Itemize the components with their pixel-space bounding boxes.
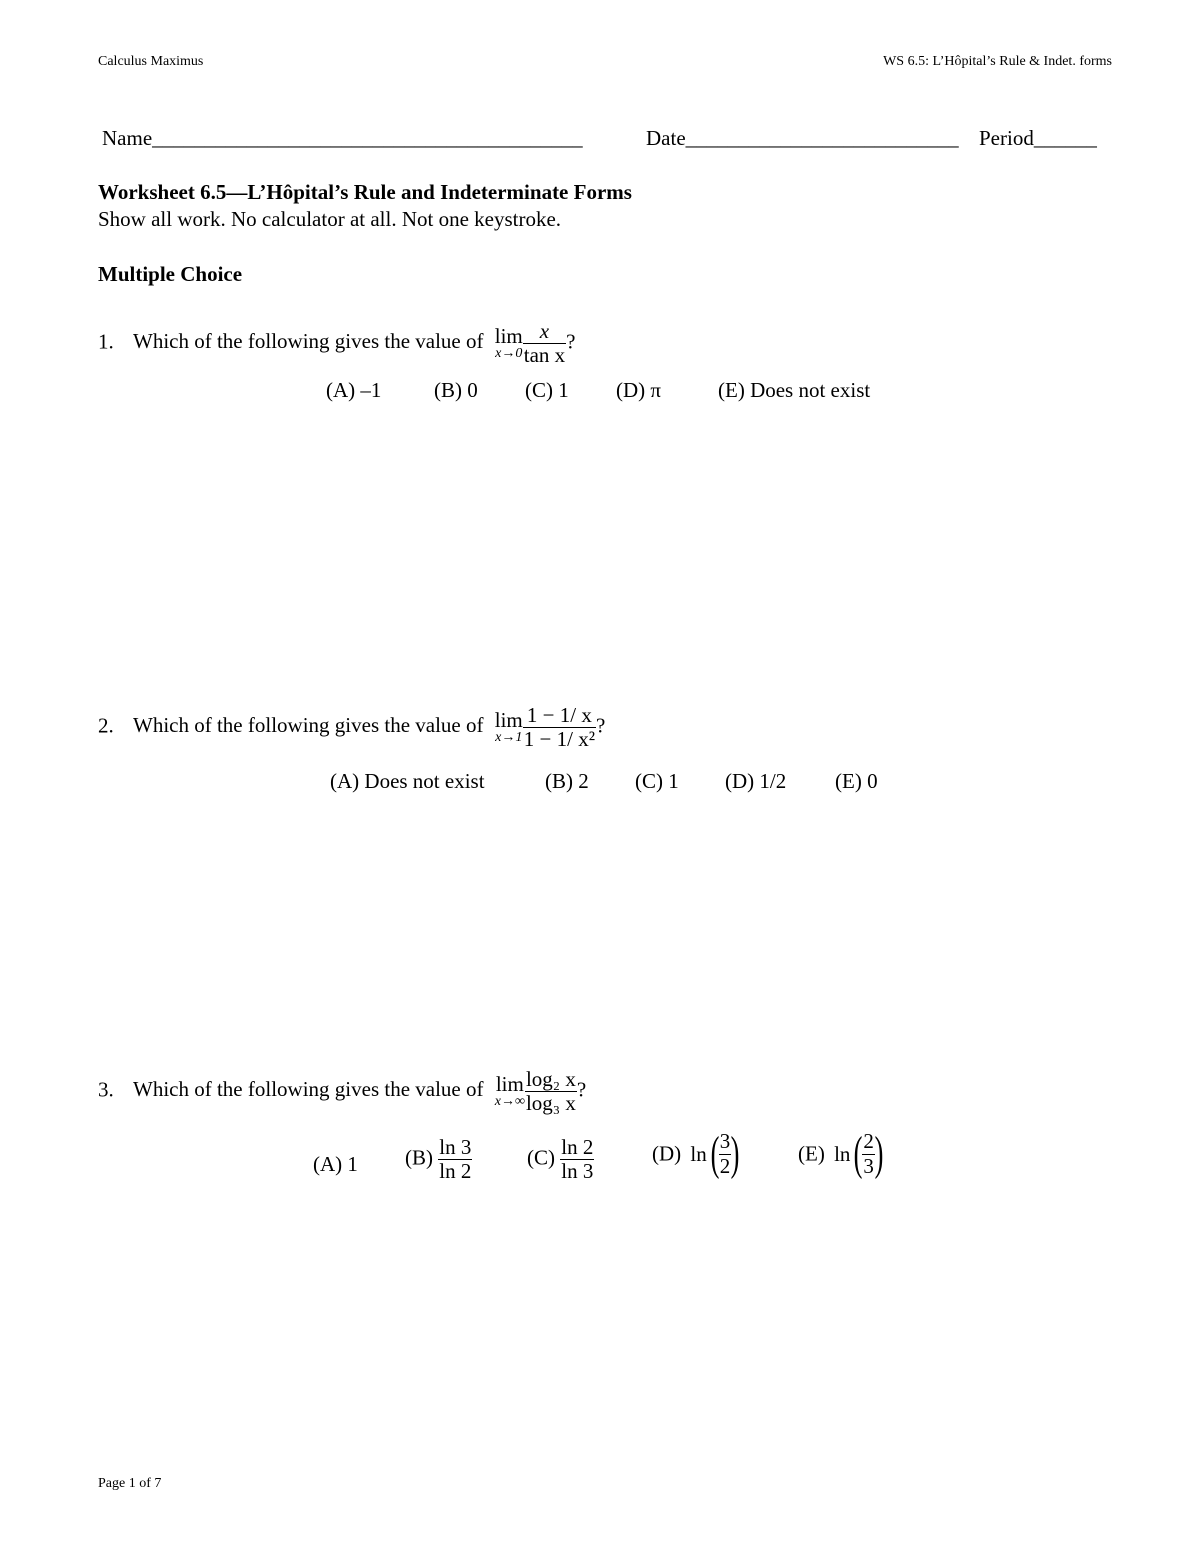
- question-1: [98, 320, 576, 367]
- question-prompt: Which of the following gives the value of: [133, 713, 484, 738]
- section-heading: Multiple Choice: [98, 262, 243, 286]
- question-number: 2.: [98, 713, 114, 738]
- question-2: [98, 704, 605, 751]
- right-paren-icon: ): [874, 1127, 884, 1180]
- numerator: x: [523, 320, 566, 344]
- limit-operator: lim x→∞: [494, 1072, 525, 1110]
- page-footer: Page 1 of 7: [98, 1476, 162, 1491]
- q3-choice-a: (A) 1: [313, 1152, 358, 1176]
- limit-approach: x→1: [495, 730, 523, 746]
- choice-fraction: $\frac{3}{2}$: [719, 1129, 731, 1178]
- choice-label: (B): [405, 1145, 433, 1170]
- question-mark: ?: [566, 329, 576, 354]
- limit-approach: x→0: [495, 346, 523, 362]
- question-prompt: Which of the following gives the value of: [133, 329, 484, 354]
- q3-choice-b: [405, 1136, 472, 1183]
- left-paren-icon: (: [710, 1127, 720, 1180]
- limit-operator: lim x→1: [494, 708, 523, 746]
- period-field: Period______: [979, 126, 1097, 150]
- denominator: tan x: [523, 343, 566, 368]
- choice-fraction: $\frac{\ln 3}{\ln 2}$: [439, 1135, 472, 1184]
- choice-label: (D): [652, 1141, 682, 1166]
- q1-choice-c: (C) 1: [525, 378, 569, 402]
- date-field: Date__________________________: [646, 126, 959, 150]
- question-mark: ?: [576, 1077, 587, 1102]
- q1-choice-e: (E) Does not exist: [718, 378, 871, 402]
- q2-choice-e: (E) 0: [835, 769, 878, 793]
- choice-label: (C): [527, 1145, 555, 1170]
- limit-fraction: [523, 704, 596, 751]
- q1-choice-d: (D) π: [616, 378, 662, 402]
- left-paren-icon: (: [854, 1127, 863, 1180]
- numerator: log₂ x: [525, 1067, 576, 1091]
- question-number: 3.: [98, 1077, 114, 1102]
- q2-choice-a: (A) Does not exist: [330, 769, 485, 793]
- numerator: 1 − 1/ x: [523, 704, 596, 728]
- limit-fraction: [525, 1068, 577, 1115]
- q3-choice-c: [527, 1136, 594, 1183]
- q3-choice-e: [798, 1127, 887, 1180]
- ln-function: ln: [690, 1141, 707, 1166]
- right-paren-icon: ): [730, 1127, 740, 1180]
- limit-operator: lim x→0: [494, 324, 523, 362]
- header-right: WS 6.5: L’Hôpital’s Rule & Indet. forms: [883, 54, 1112, 69]
- limit-fraction: [523, 320, 566, 367]
- choice-label: (E): [798, 1141, 825, 1166]
- question-prompt: Which of the following gives the value of: [133, 1077, 484, 1102]
- question-mark: ?: [596, 713, 606, 738]
- limit-approach: x→∞: [494, 1094, 525, 1110]
- choice-fraction: $\frac{2}{3}$: [863, 1129, 874, 1178]
- denominator: 1 − 1/ x²: [523, 727, 595, 752]
- header-left: Calculus Maximus: [98, 54, 204, 69]
- denominator: log₃ x: [525, 1091, 576, 1116]
- name-field: Name_________________________________________: [102, 126, 583, 150]
- q1-choice-b: (B) 0: [434, 378, 478, 402]
- q2-choice-b: (B) 2: [545, 769, 589, 793]
- question-3: [98, 1068, 586, 1115]
- question-number: 1.: [98, 329, 114, 354]
- q3-choice-d: [652, 1127, 743, 1180]
- q1-choice-a: (A) –1: [326, 378, 382, 402]
- q2-choice-c: (C) 1: [635, 769, 679, 793]
- ln-function: ln: [834, 1141, 851, 1166]
- worksheet-title: Worksheet 6.5—L’Hôpital’s Rule and Indeterminate Forms: [98, 180, 632, 204]
- instructions: Show all work. No calculator at all. Not one keystroke.: [98, 207, 562, 231]
- q2-choice-d: (D) 1/2: [725, 769, 787, 793]
- choice-fraction: $\frac{\ln 2}{\ln 3}$: [561, 1135, 594, 1184]
